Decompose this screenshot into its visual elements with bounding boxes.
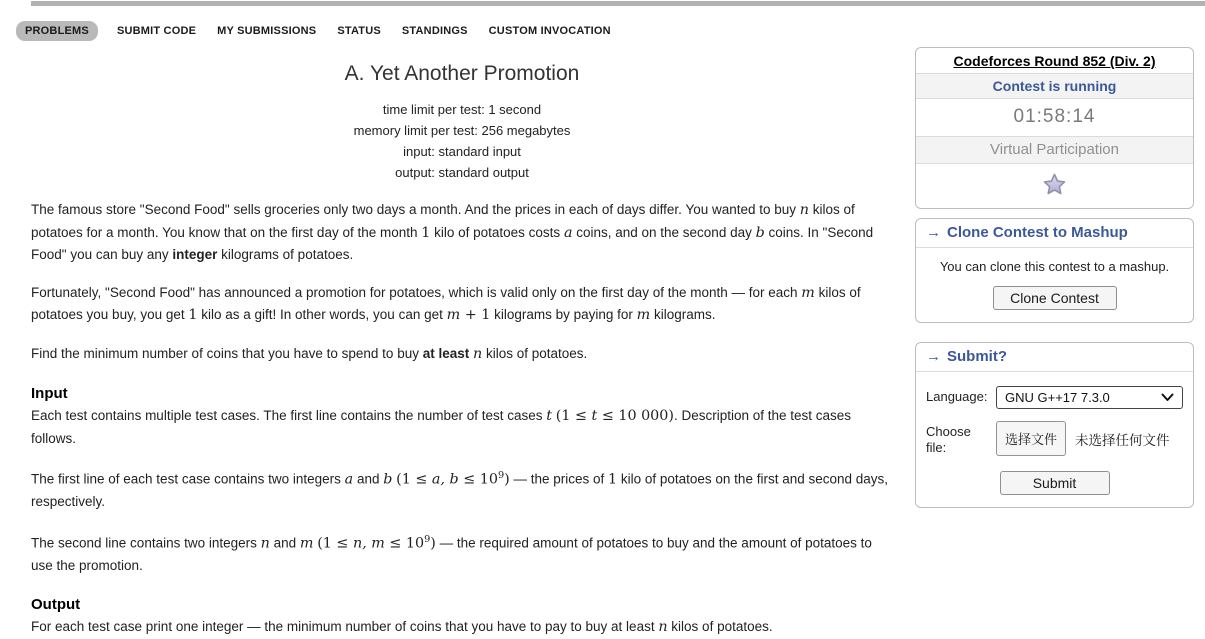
favorite-row (916, 163, 1193, 208)
tab-status[interactable]: STATUS (337, 25, 381, 37)
participation-mode: Virtual Participation (916, 136, 1193, 163)
contest-title-row (916, 48, 1193, 73)
output-paragraph: For each test case print one integer — the minimum number of coins that you have to pay to buy at least n kilos of potatoes. (31, 619, 773, 635)
input-paragraph: The second line contains two integers n and m (1 ≤ n, $m \le 10^9$) — the required amount of potatoes to buy and the amount of potatoes to use the promotion. (31, 533, 872, 573)
submit-box-title-link[interactable]: Submit? (947, 348, 1007, 365)
input-paragraph: The first line of each test case contains two integers a and b (1 ≤ a, $b \le 10^9$) — the prices of 1 kilo of potatoes on the first and second days, respectively. (31, 470, 889, 509)
clone-contest-box (915, 218, 1194, 323)
language-row (926, 386, 1183, 409)
input-section-heading: Input (31, 385, 68, 402)
tab-submit-code[interactable]: SUBMIT CODE (116, 25, 197, 37)
submit-box-header (916, 343, 1193, 372)
tab-my-submissions[interactable]: MY SUBMISSIONS (217, 25, 317, 37)
submit-box (915, 342, 1194, 508)
problem-statement (31, 62, 893, 639)
choose-file-row (926, 421, 1183, 456)
clone-box-body (916, 248, 1193, 322)
language-label: Language: (926, 389, 988, 404)
page-top-divider (31, 1, 1205, 6)
memory-limit: memory limit per test: 256 megabytes (353, 123, 571, 138)
contest-info-box (915, 47, 1194, 209)
time-limit: time limit per test: 1 second (382, 102, 542, 117)
arrow-right-icon: → (926, 224, 941, 241)
submit-box-body (916, 372, 1193, 507)
star-icon[interactable] (1042, 172, 1067, 196)
statement-paragraph: Fortunately, "Second Food" has announced a promotion for potatoes, which is valid only on the first day of the month — for each m kilos of potatoes you buy, you get 1 kilo as a gift! In other words, you can get m + 1 kilograms by paying for m kilograms. (31, 284, 861, 323)
output-section-heading: Output (31, 596, 81, 613)
clone-description: You can clone this contest to a mashup. (939, 259, 1170, 274)
statement-paragraph: Find the minimum number of coins that you have to spend to buy at least n kilos of potatoes. (31, 345, 588, 362)
arrow-right-icon: → (926, 348, 941, 365)
chevron-down-icon (1161, 393, 1174, 402)
contest-status: Contest is running (916, 73, 1193, 98)
sidebar (915, 47, 1194, 582)
tab-custom-invocation[interactable]: CUSTOM INVOCATION (488, 25, 611, 37)
file-status-text: 未选择任何文件 (1075, 432, 1170, 448)
clone-box-title-link[interactable]: Clone Contest to Mashup (947, 224, 1128, 241)
language-selected-value: GNU G++17 7.3.0 (1005, 390, 1110, 405)
tab-standings[interactable]: STANDINGS (401, 25, 468, 37)
input-spec: input: standard input (403, 144, 521, 159)
input-paragraph: Each test contains multiple test cases. The first line contains the number of test cases t (1 ≤ t ≤ 10 000). Description of the test cases follows. (31, 408, 852, 446)
clone-contest-button[interactable]: Clone Contest (993, 286, 1117, 310)
submit-button[interactable]: Submit (1000, 471, 1110, 495)
statement-paragraph: The famous store "Second Food" sells groceries only two days a month. And the prices in each of days differ. You wanted to buy n kilos of potatoes for a month. You know that on the first day of the month 1 kilo of potatoes costs a coins, and on the second day b coins. In "Second Food" you can buy any integer kilograms of potatoes. (31, 202, 874, 262)
choose-file-label: Choose file: (926, 424, 971, 455)
clone-box-header (916, 219, 1193, 248)
contest-link[interactable]: Codeforces Round 852 (Div. 2) (953, 53, 1156, 69)
problem-limits (31, 99, 893, 183)
language-select[interactable] (996, 386, 1183, 409)
choose-file-button[interactable]: 选择文件 (996, 421, 1066, 456)
contest-tab-bar (16, 21, 613, 41)
problem-title: A. Yet Another Promotion (344, 62, 580, 85)
tab-problems[interactable]: PROBLEMS (16, 21, 98, 41)
output-spec: output: standard output (395, 165, 529, 180)
contest-countdown-timer: 01:58:14 (916, 98, 1193, 136)
